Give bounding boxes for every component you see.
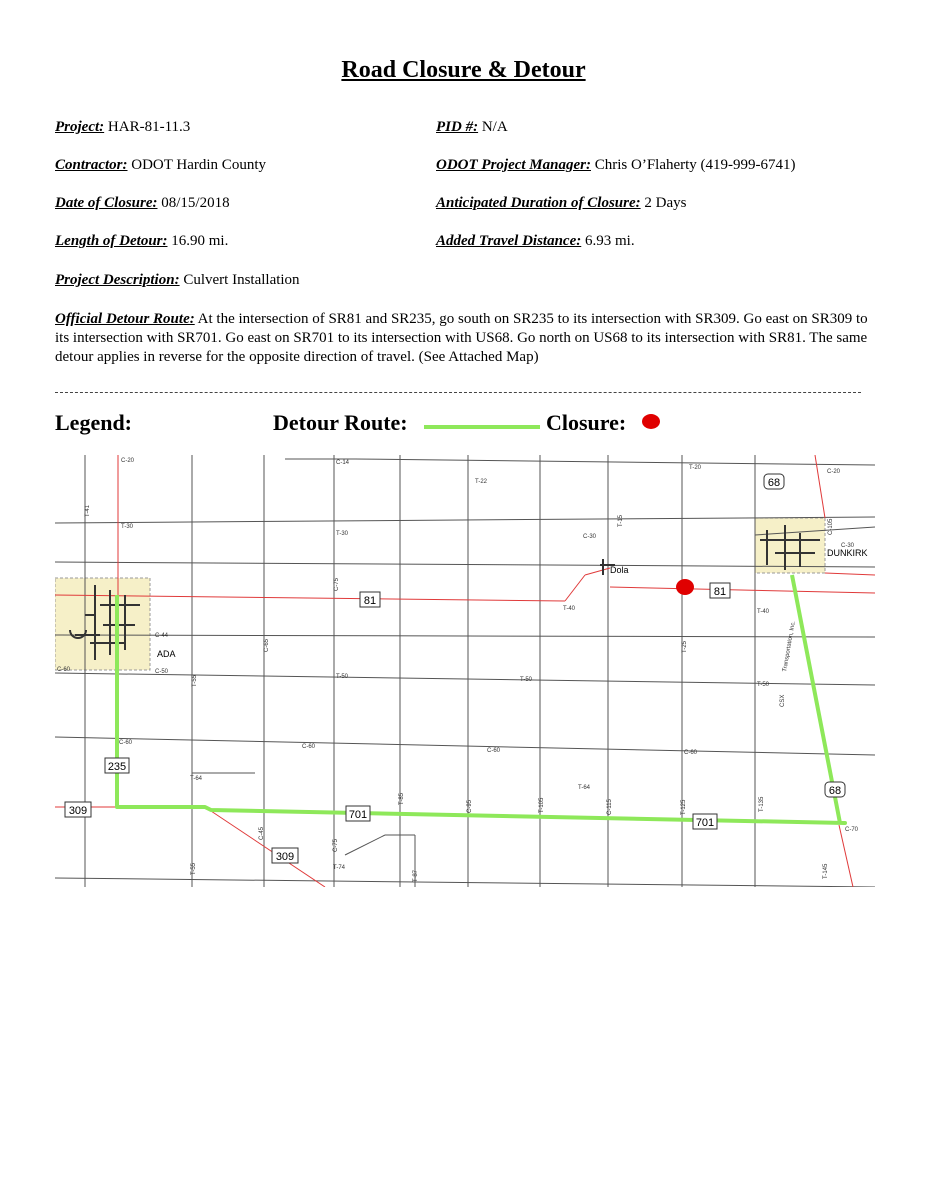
shield-68-north-label: 68 xyxy=(767,477,781,489)
road-labels xyxy=(57,458,859,882)
route-label: Official Detour Route: xyxy=(55,311,195,327)
legend-detour-swatch xyxy=(424,425,540,429)
manager-field xyxy=(436,157,796,174)
road-label: T-41 xyxy=(85,504,91,517)
road-label: C-30 xyxy=(583,534,597,540)
pid-label: PID #: xyxy=(436,119,479,135)
date-value: 08/15/2018 xyxy=(161,195,230,211)
road-label: C-115 xyxy=(607,799,613,815)
contractor-field xyxy=(55,157,266,174)
road-label: T-25 xyxy=(682,640,688,653)
road-label: T-50 xyxy=(520,677,533,683)
road-label: C-60 xyxy=(487,748,501,754)
description-label: Project Description: xyxy=(55,272,180,288)
road-label: T-105 xyxy=(539,797,545,813)
road-label: T-40 xyxy=(757,609,770,615)
duration-value: 2 Days xyxy=(644,195,687,211)
road-label: C-105 xyxy=(828,518,834,535)
road-label: T-55 xyxy=(192,674,198,687)
project-label: Project: xyxy=(55,119,105,135)
road-label: C-45 xyxy=(259,826,265,840)
duration-label: Anticipated Duration of Closure: xyxy=(436,195,641,211)
road-label: T-30 xyxy=(336,531,349,537)
duration-field xyxy=(436,195,686,212)
road-label: C-30 xyxy=(841,543,855,549)
manager-label: ODOT Project Manager: xyxy=(436,157,591,173)
detour-route-paragraph xyxy=(55,310,875,367)
date-label: Date of Closure: xyxy=(55,195,158,211)
road-label: Transportation, Inc. xyxy=(782,620,797,673)
detour-route-line xyxy=(117,575,845,823)
date-field xyxy=(55,195,230,212)
pid-field xyxy=(436,119,508,136)
place-dola: Dola xyxy=(610,565,629,575)
legend-detour-label: Detour Route: xyxy=(273,410,408,435)
project-value: HAR-81-11.3 xyxy=(107,119,191,135)
road-label: T-64 xyxy=(578,785,591,791)
road-label: T-30 xyxy=(121,524,134,530)
manager-value: Chris O’Flaherty (419-999-6741) xyxy=(594,157,796,173)
added-field xyxy=(436,233,635,250)
road-label: T-40 xyxy=(563,606,576,612)
pid-value: N/A xyxy=(481,119,508,135)
road-label: C-20 xyxy=(121,458,135,464)
place-dunkirk: DUNKIRK xyxy=(827,548,868,558)
shield-309-south-label: 309 xyxy=(275,851,295,863)
road-label: CSX xyxy=(780,694,786,707)
road-label: T-135 xyxy=(759,796,765,812)
road-label: T-64 xyxy=(190,776,203,782)
road-label: C-60 xyxy=(684,750,698,756)
closure-marker xyxy=(676,579,694,595)
town-streets xyxy=(70,525,820,660)
legend-closure-dot xyxy=(642,414,660,429)
road-label: C-75 xyxy=(334,577,340,591)
length-field xyxy=(55,233,228,250)
dunkirk-town-area xyxy=(755,518,825,573)
road-label: T-50 xyxy=(757,682,770,688)
added-label: Added Travel Distance: xyxy=(436,233,582,249)
road-label: C-65 xyxy=(264,638,270,652)
ada-town-area xyxy=(55,578,150,670)
legend-closure-label: Closure: xyxy=(546,410,627,435)
shield-309-west-label: 309 xyxy=(68,805,88,817)
shield-701-west-label: 701 xyxy=(348,809,368,821)
road-label: C-60 xyxy=(302,744,316,750)
route-text: At the intersection of SR81 and SR235, go south on SR235 to its intersection with SR309. Go east on SR309 to its intersection with SR701. Go east on SR701 to its intersection with US68. Go north on US68 to its intersection with SR81. The same detour applies in reverse for the opposite direction of travel. (See Attached Map) xyxy=(55,311,868,365)
road-label: C-20 xyxy=(827,469,841,475)
shield-81-east-label: 81 xyxy=(713,586,727,598)
road-label: T-74 xyxy=(333,865,346,871)
road-label: T-145 xyxy=(823,863,829,879)
road-label: T-20 xyxy=(689,465,702,471)
description-value: Culvert Installation xyxy=(183,272,300,288)
road-label: C-60 xyxy=(119,740,133,746)
project-field xyxy=(55,119,190,136)
detour-map xyxy=(55,455,875,887)
road-label: T-15 xyxy=(618,514,624,527)
road-label: C-50 xyxy=(155,669,169,675)
road-label: T-50 xyxy=(336,674,349,680)
contractor-label: Contractor: xyxy=(55,157,128,173)
road-label: T-125 xyxy=(681,799,687,815)
shield-701-east-label: 701 xyxy=(695,817,715,829)
added-value: 6.93 mi. xyxy=(585,233,635,249)
place-ada: ADA xyxy=(157,649,176,659)
road-label: T-85 xyxy=(399,792,405,805)
road-label: C-70 xyxy=(845,827,859,833)
contractor-value: ODOT Hardin County xyxy=(131,157,266,173)
length-value: 16.90 mi. xyxy=(171,233,229,249)
road-label: T-55 xyxy=(191,862,197,875)
description-field xyxy=(55,272,300,289)
page-title: Road Closure & Detour xyxy=(341,57,586,83)
road-label: C-75 xyxy=(333,838,339,852)
legend-title: Legend: xyxy=(55,410,132,435)
route-shields xyxy=(65,474,845,863)
road-label: T-22 xyxy=(475,479,488,485)
shield-81-west-label: 81 xyxy=(363,595,377,607)
road-label: C-44 xyxy=(155,633,169,639)
length-label: Length of Detour: xyxy=(55,233,168,249)
road-label: C-60 xyxy=(57,667,71,673)
shield-68-south-label: 68 xyxy=(828,785,842,797)
road-label: C-95 xyxy=(467,799,473,813)
shield-235-label: 235 xyxy=(107,761,127,773)
road-label: C-14 xyxy=(336,460,350,466)
divider xyxy=(55,392,861,393)
road-label: T-87 xyxy=(413,869,419,882)
